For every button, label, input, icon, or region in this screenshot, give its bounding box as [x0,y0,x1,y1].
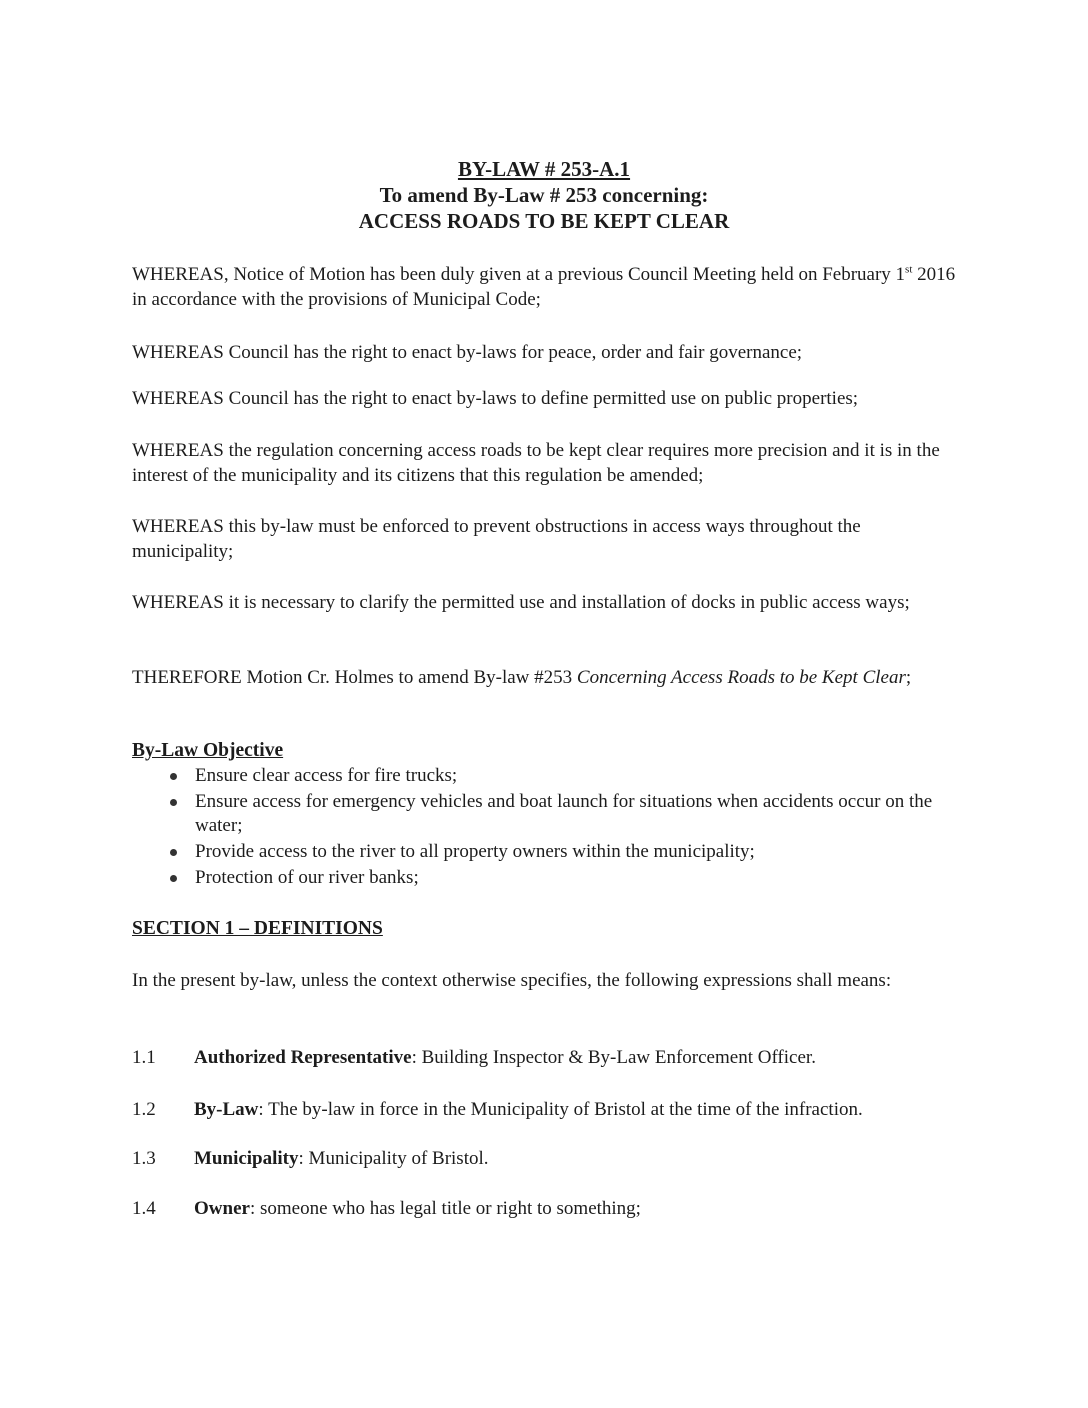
list-item: Protection of our river banks; [168,866,968,890]
objective-heading: By-Law Objective [132,740,284,761]
bullet-icon [170,773,177,780]
list-item: Ensure clear access for fire trucks; [168,764,968,788]
bullet-icon [170,799,177,806]
section-1-intro: In the present by-law, unless the context otherwise specifies, the following expressions shall means: [132,970,892,991]
bylaw-subtitle: To amend By-Law # 253 concerning: [379,183,709,207]
whereas-paragraph-3: WHEREAS Council has the right to enact by-laws to define permitted use on public properties; [132,388,859,409]
definition-1-2: 1.2 By-Law: The by-law in force in the Municipality of Bristol at the time of the infraction. [132,1099,863,1120]
bullet-icon [170,849,177,856]
whereas-paragraph-2: WHEREAS Council has the right to enact by-laws for peace, order and fair governance; [132,342,803,363]
whereas-paragraph-5: WHEREAS this by-law must be enforced to prevent obstructions in access ways throughout the municipality; [132,516,861,562]
definition-1-1: 1.1 Authorized Representative: Building Inspector & By-Law Enforcement Officer. [132,1047,816,1068]
therefore-paragraph: THEREFORE Motion Cr. Holmes to amend By-law #253 Concerning Access Roads to be Kept Clear; [132,667,912,688]
bylaw-title-block [0,156,1088,234]
whereas-paragraph-4: WHEREAS the regulation concerning access roads to be kept clear requires more precision and it is in the interest of the municipality and its citizens that this regulation be amended; [132,440,940,486]
definition-1-4: 1.4 Owner: someone who has legal title or right to something; [132,1198,641,1219]
list-item: Provide access to the river to all property owners within the municipality; [168,840,968,864]
whereas-paragraph-1: WHEREAS, Notice of Motion has been duly given at a previous Council Meeting held on February 1st 2016 in accordance with the provisions of Municipal Code; [132,263,956,310]
list-item: Ensure access for emergency vehicles and boat launch for situations when accidents occur on the water; [168,790,968,838]
whereas-paragraph-6: WHEREAS it is necessary to clarify the permitted use and installation of docks in public access ways; [132,592,910,613]
bylaw-number: BY-LAW # 253-A.1 [457,157,631,181]
section-1-heading: SECTION 1 – DEFINITIONS [132,918,383,939]
objective-list [168,764,968,892]
definition-1-3: 1.3 Municipality: Municipality of Bristol. [132,1148,489,1169]
bullet-icon [170,875,177,882]
bylaw-topic: ACCESS ROADS TO BE KEPT CLEAR [358,209,730,233]
